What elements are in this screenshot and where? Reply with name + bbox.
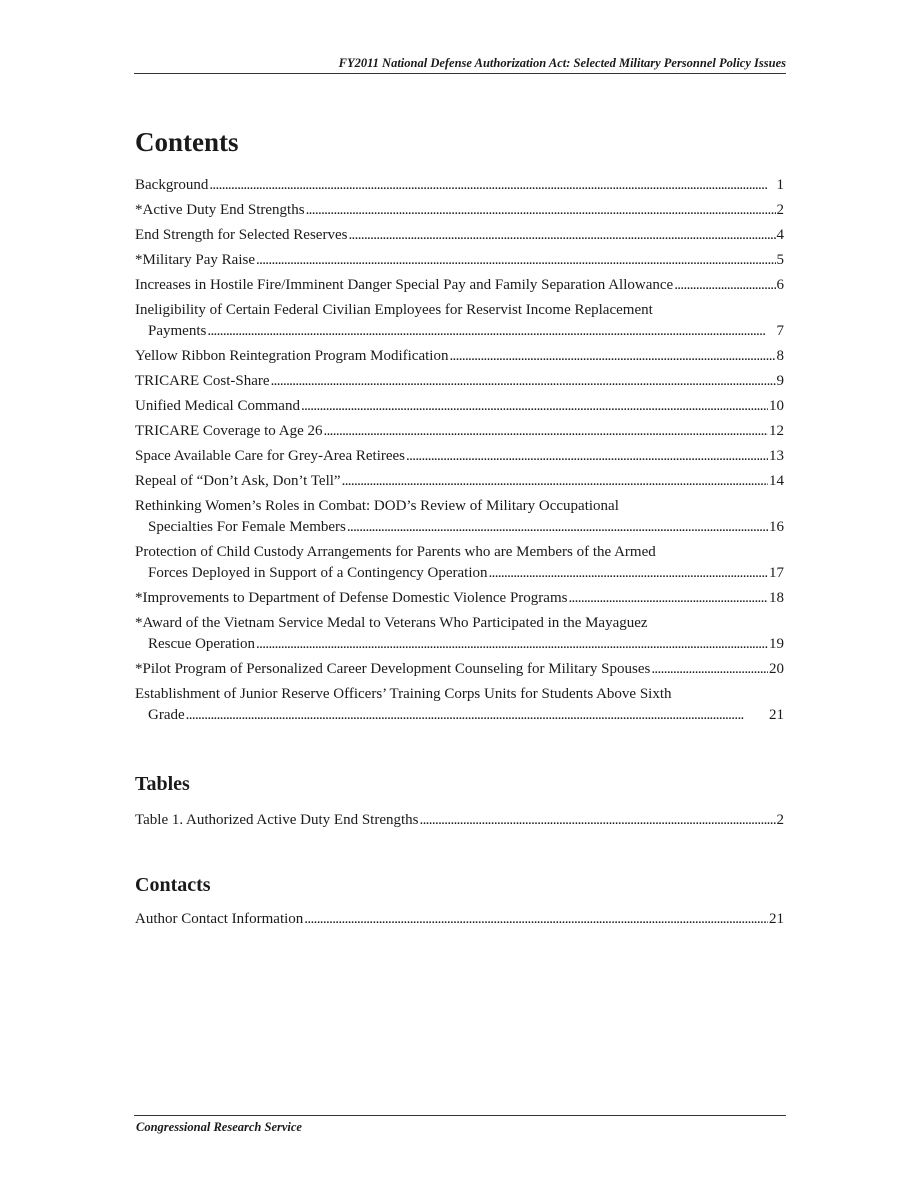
dot-leader [674, 275, 775, 296]
toc-entry-title: Background [135, 177, 209, 193]
toc-entry-title: End Strength for Selected Reserves [135, 227, 348, 243]
dot-leader [306, 200, 776, 221]
footer-rule [134, 1115, 786, 1116]
toc-page-number: 13 [769, 448, 784, 464]
toc-page-number: 9 [776, 373, 784, 389]
dot-leader [323, 421, 768, 442]
toc-page-number: 12 [769, 423, 784, 439]
toc-entry-title: Unified Medical Command [135, 398, 300, 414]
toc-entry[interactable] [135, 613, 784, 655]
dot-leader [347, 517, 768, 538]
dot-leader [304, 909, 768, 930]
toc-entry[interactable] [135, 300, 784, 342]
contacts-title: Contacts [135, 874, 211, 896]
toc-page-number: 5 [776, 252, 784, 268]
toc-entry[interactable] [135, 200, 784, 221]
dot-leader [449, 346, 775, 367]
dot-leader [651, 659, 768, 680]
toc-entry[interactable] [135, 909, 784, 930]
running-header: FY2011 National Defense Authorization Act: Selected Military Personnel Policy Issues [338, 56, 786, 70]
toc-page-number: 17 [769, 565, 784, 581]
toc-page-number: 7 [776, 323, 784, 339]
dot-leader [419, 810, 775, 831]
toc-entry-title: TRICARE Coverage to Age 26 [135, 423, 323, 439]
dot-leader [342, 471, 768, 492]
toc-entry-title-continued: Rescue Operation [148, 636, 256, 652]
dot-leader [207, 321, 775, 342]
toc-entry[interactable] [135, 471, 784, 492]
toc-entry-title: Ineligibility of Certain Federal Civilian Employees for Reservist Income Replacement [135, 302, 653, 318]
toc-entry-title: *Award of the Vietnam Service Medal to Veterans Who Participated in the Mayaguez [135, 615, 648, 631]
toc-page-number: 2 [776, 202, 784, 218]
toc-entry-title: Protection of Child Custody Arrangements for Parents who are Members of the Armed [135, 544, 656, 560]
toc-entry[interactable] [135, 346, 784, 367]
toc-entry-title-continued: Payments [148, 323, 207, 339]
dot-leader [568, 588, 768, 609]
toc-page-number: 8 [776, 348, 784, 364]
toc-page-number: 20 [769, 661, 784, 677]
toc-entry[interactable] [135, 810, 784, 831]
dot-leader [209, 175, 775, 196]
toc-entry-title: *Pilot Program of Personalized Career Development Counseling for Military Spouses [135, 661, 651, 677]
toc-entry-title: TRICARE Cost-Share [135, 373, 270, 389]
toc-entry-title: Space Available Care for Grey-Area Retirees [135, 448, 406, 464]
toc-page-number: 1 [776, 177, 784, 193]
toc-entry[interactable] [135, 225, 784, 246]
toc-entry[interactable] [135, 496, 784, 538]
toc-entry-title: *Improvements to Department of Defense Domestic Violence Programs [135, 590, 568, 606]
toc-entry-title: Increases in Hostile Fire/Imminent Danger Special Pay and Family Separation Allowance [135, 277, 674, 293]
toc-entry-title: Author Contact Information [135, 911, 304, 927]
tables-list [135, 810, 784, 835]
tables-title: Tables [135, 773, 190, 795]
toc-entry-title-continued: Forces Deployed in Support of a Contingency Operation [148, 565, 488, 581]
toc-entry[interactable] [135, 250, 784, 271]
dot-leader [256, 634, 768, 655]
toc-page-number: 16 [769, 519, 784, 535]
running-footer: Congressional Research Service [136, 1120, 302, 1134]
dot-leader [186, 705, 768, 726]
dot-leader [348, 225, 775, 246]
toc-entry-title: *Active Duty End Strengths [135, 202, 305, 218]
toc-page-number: 19 [769, 636, 784, 652]
toc-page-number: 18 [769, 590, 784, 606]
dot-leader [301, 396, 768, 417]
toc-page-number: 10 [769, 398, 784, 414]
toc-entry[interactable] [135, 588, 784, 609]
contents-list [135, 175, 784, 730]
toc-page-number: 4 [776, 227, 784, 243]
toc-entry-title-continued: Specialties For Female Members [148, 519, 346, 535]
toc-entry[interactable] [135, 396, 784, 417]
toc-entry[interactable] [135, 371, 784, 392]
toc-entry[interactable] [135, 659, 784, 680]
dot-leader [489, 563, 768, 584]
toc-page-number: 21 [769, 911, 784, 927]
dot-leader [406, 446, 768, 467]
toc-entry-title-continued: Grade [148, 707, 185, 723]
toc-page-number: 2 [776, 812, 784, 828]
contacts-list [135, 909, 784, 934]
header-rule [134, 73, 786, 74]
toc-entry[interactable] [135, 542, 784, 584]
toc-entry[interactable] [135, 275, 784, 296]
toc-entry-title: Table 1. Authorized Active Duty End Strengths [135, 812, 419, 828]
toc-entry-title: *Military Pay Raise [135, 252, 255, 268]
toc-entry[interactable] [135, 684, 784, 726]
toc-entry-title: Repeal of “Don’t Ask, Don’t Tell” [135, 473, 341, 489]
toc-entry-title: Establishment of Junior Reserve Officers’ Training Corps Units for Students Above Sixth [135, 686, 672, 702]
dot-leader [256, 250, 776, 271]
toc-entry[interactable] [135, 421, 784, 442]
dot-leader [271, 371, 776, 392]
toc-entry-title: Yellow Ribbon Reintegration Program Modification [135, 348, 449, 364]
toc-entry-title: Rethinking Women’s Roles in Combat: DOD’s Review of Military Occupational [135, 498, 619, 514]
toc-page-number: 6 [776, 277, 784, 293]
contents-title: Contents [135, 127, 239, 157]
toc-page-number: 21 [769, 707, 784, 723]
toc-page-number: 14 [769, 473, 784, 489]
toc-entry[interactable] [135, 175, 784, 196]
toc-entry[interactable] [135, 446, 784, 467]
